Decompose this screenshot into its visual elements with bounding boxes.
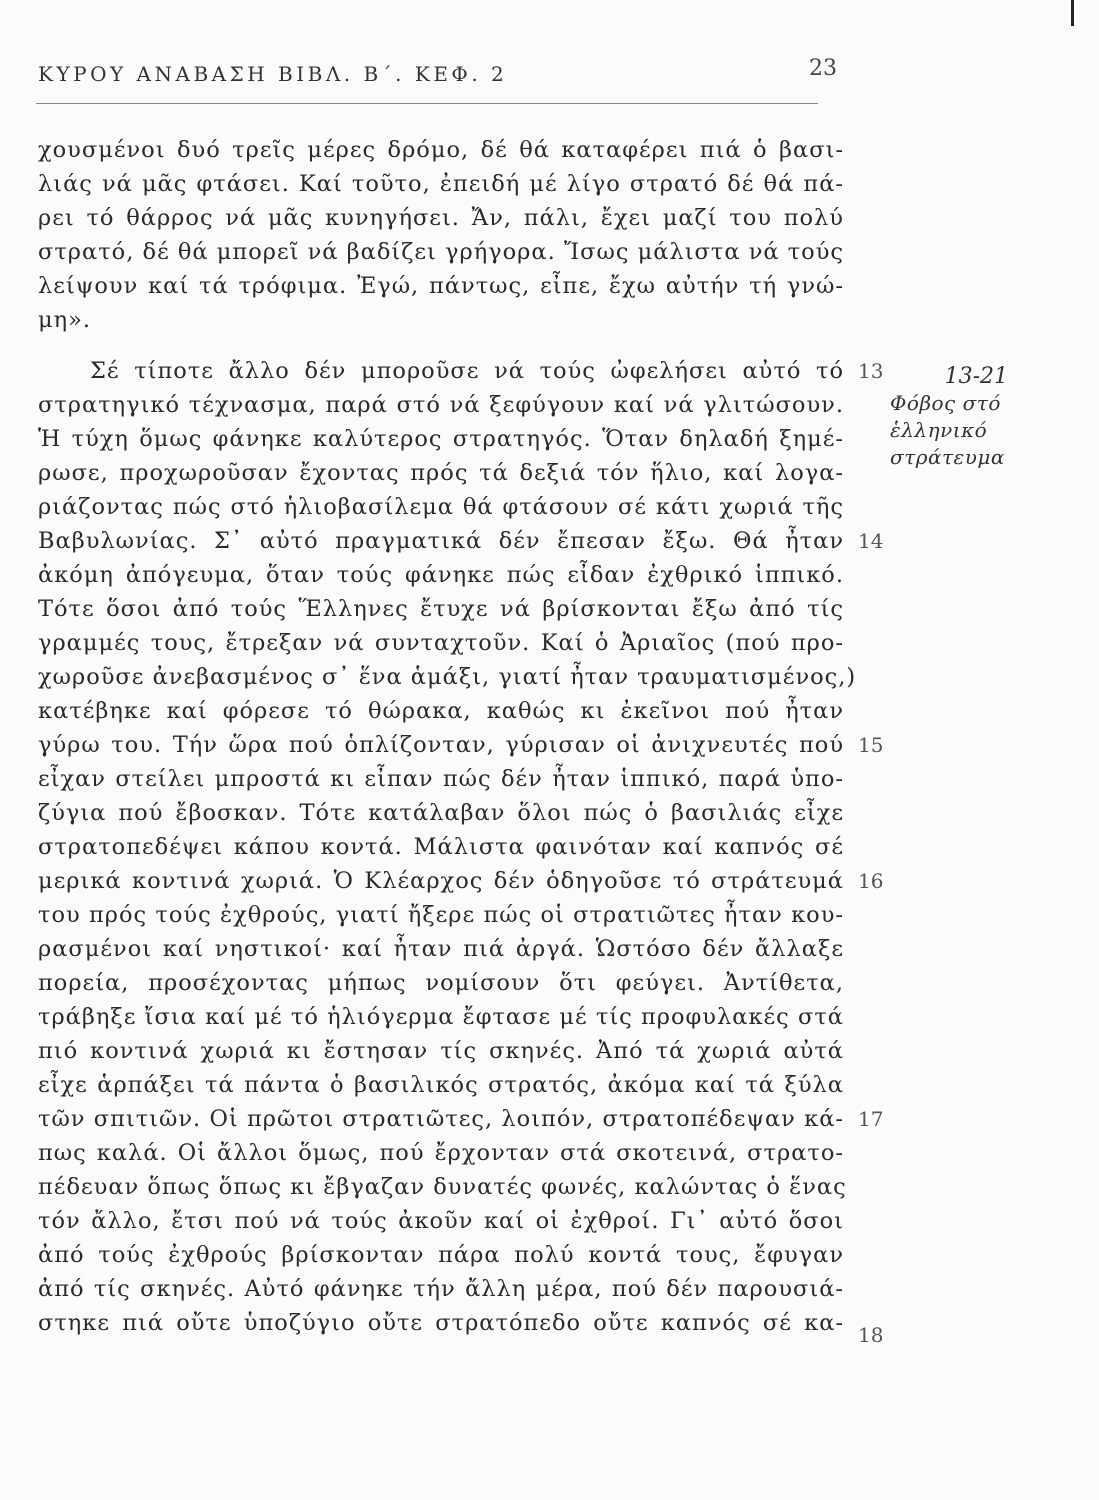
- text-line: λιάς νά μᾶς φτάσει. Καί τοῦτο, ἐπειδή μέ λίγο στρατό δέ θά πά-: [38, 171, 844, 197]
- scan-edge-mark: [1071, 0, 1074, 26]
- running-head: ΚΥΡΟΥ ΑΝΑΒΑΣΗ ΒΙΒΛ. Β΄. ΚΕΦ. 2: [38, 62, 508, 86]
- text-line: ρει τό θάρρος νά μᾶς κυνηγήσει. Ἄν, πάλι, ἔχει μαζί του πολύ: [38, 205, 844, 231]
- text-line: πορεία, προσέχοντας μήπως νομίσουν ὅτι φεύγει. Ἀντίθετα,: [38, 970, 844, 996]
- page-number: 23: [809, 56, 837, 81]
- text-line: στρατό, δέ θά μπορεῖ νά βαδίζει γρήγορα. Ἴσως μάλιστα νά τούς: [38, 239, 844, 265]
- text-line: κατέβηκε καί φόρεσε τό θώρακα, καθώς κι ἐκεῖνοι πού ἦταν: [38, 698, 844, 724]
- text-line: στρατοπεδέψει κάπου κοντά. Μάλιστα φαινόταν καί καπνός σέ: [38, 834, 844, 860]
- margin-note: [890, 364, 1090, 471]
- section-number: 16: [858, 869, 884, 893]
- margin-note-line: Φόβος στό: [890, 391, 1001, 415]
- text-line: χουσμένοι δυό τρεῖς μέρες δρόμο, δέ θά καταφέρει πιά ὁ βασι-: [38, 137, 844, 163]
- margin-note-range: 13-21: [944, 364, 1008, 389]
- text-line: χωροῦσε ἀνεβασμένος σ᾽ ἕνα ἁμάξι, γιατί ἦταν τραυματισμένος,): [38, 664, 857, 690]
- margin-note-line: ἑλληνικό: [890, 418, 988, 442]
- text-line: πιό κοντινά χωριά κι ἔστησαν τίς σκηνές. Ἀπό τά χωριά αὐτά: [38, 1038, 844, 1064]
- text-line: τόν ἄλλο, ἔτσι πού νά τούς ἀκοῦν καί οἱ ἐχθροί. Γι᾽ αὐτό ὅσοι: [38, 1208, 844, 1234]
- text-line: γύρω του. Τήν ὥρα πού ὁπλίζονταν, γύρισαν οἱ ἀνιχνευτές πού: [38, 732, 844, 758]
- section-number: 14: [858, 529, 884, 553]
- text-line: στρατηγικό τέχνασμα, παρά στό νά ξεφύγουν καί νά γλιτώσουν.: [38, 392, 844, 418]
- text-line: λείψουν καί τά τρόφιμα. Ἐγώ, πάντως, εἶπε, ἔχω αὐτήν τή γνώ-: [38, 273, 844, 299]
- text-line: τῶν σπιτιῶν. Οἱ πρῶτοι στρατιῶτες, λοιπόν, στρατοπέδεψαν κά-: [38, 1106, 844, 1132]
- text-line: στηκε πιά οὔτε ὑποζύγιο οὔτε στρατόπεδο οὔτε καπνός σέ κα-: [38, 1310, 844, 1336]
- text-line: εἶχαν στείλει μπροστά κι εἶπαν πώς δέν ἦταν ἱππικό, παρά ὑπο-: [38, 766, 844, 792]
- section-number: 18: [858, 1323, 884, 1347]
- text-line: πως καλά. Οἱ ἄλλοι ὅμως, πού ἔρχονταν στά σκοτεινά, στρατο-: [38, 1140, 844, 1166]
- text-line: ρωσε, προχωροῦσαν ἔχοντας πρός τά δεξιά τόν ἥλιο, καί λογα-: [38, 460, 844, 486]
- text-line: γραμμές τους, ἔτρεξαν νά συνταχτοῦν. Καί ὁ Ἀριαῖος (πού προ-: [38, 630, 844, 656]
- text-line: εἶχε ἁρπάξει τά πάντα ὁ βασιλικός στρατός, ἀκόμα καί τά ξύλα: [38, 1072, 844, 1098]
- text-line: του πρός τούς ἐχθρούς, γιατί ἤξερε πώς οἱ στρατιῶτες ἦταν κου-: [38, 902, 844, 928]
- text-line: Βαβυλωνίας. Σ᾽ αὐτό πραγματικά δέν ἔπεσαν ἔξω. Θά ἦταν: [38, 528, 844, 554]
- margin-note-line: στράτευμα: [890, 445, 1005, 469]
- text-line: πέδευαν ὅπως ὅπως κι ἔβγαζαν δυνατές φωνές, καλώντας ὁ ἕνας: [38, 1174, 847, 1200]
- section-number: 13: [858, 359, 884, 383]
- text-line: ἀπό τίς σκηνές. Αὐτό φάνηκε τήν ἄλλη μέρα, πού δέν παρουσιά-: [38, 1276, 844, 1302]
- section-number: 15: [858, 733, 884, 757]
- text-line: Σέ τίποτε ἄλλο δέν μποροῦσε νά τούς ὠφελήσει αὐτό τό: [90, 358, 844, 384]
- text-line: μερικά κοντινά χωριά. Ὁ Κλέαρχος δέν ὁδηγοῦσε τό στράτευμά: [38, 868, 844, 894]
- text-line: Τότε ὅσοι ἀπό τούς Ἕλληνες ἔτυχε νά βρίσκονται ἔξω ἀπό τίς: [38, 596, 844, 622]
- text-line: ἀπό τούς ἐχθρούς βρίσκονταν πάρα πολύ κοντά τους, ἔφυγαν: [38, 1242, 844, 1268]
- text-line: ριάζοντας πώς στό ἡλιοβασίλεμα θά φτάσουν σέ κάτι χωριά τῆς: [38, 494, 844, 520]
- text-line: ζύγια πού ἔβοσκαν. Τότε κατάλαβαν ὅλοι πώς ὁ βασιλιάς εἶχε: [38, 800, 844, 826]
- text-line: ἀκόμη ἀπόγευμα, ὅταν τούς φάνηκε πώς εἶδαν ἐχθρικό ἱππικό.: [38, 562, 844, 588]
- text-line: τράβηξε ἴσια καί μέ τό ἡλιόγερμα ἔφτασε μέ τίς προφυλακές στά: [38, 1004, 844, 1030]
- text-line: Ἡ τύχη ὅμως φάνηκε καλύτερος στρατηγός. Ὅταν δηλαδή ξημέ-: [38, 426, 844, 452]
- section-number: 17: [858, 1107, 884, 1131]
- text-line: μη».: [38, 307, 92, 333]
- header-rule: [36, 103, 818, 104]
- text-line: ρασμένοι καί νηστικοί· καί ἦταν πιά ἀργά. Ὡστόσο δέν ἄλλαξε: [38, 936, 844, 962]
